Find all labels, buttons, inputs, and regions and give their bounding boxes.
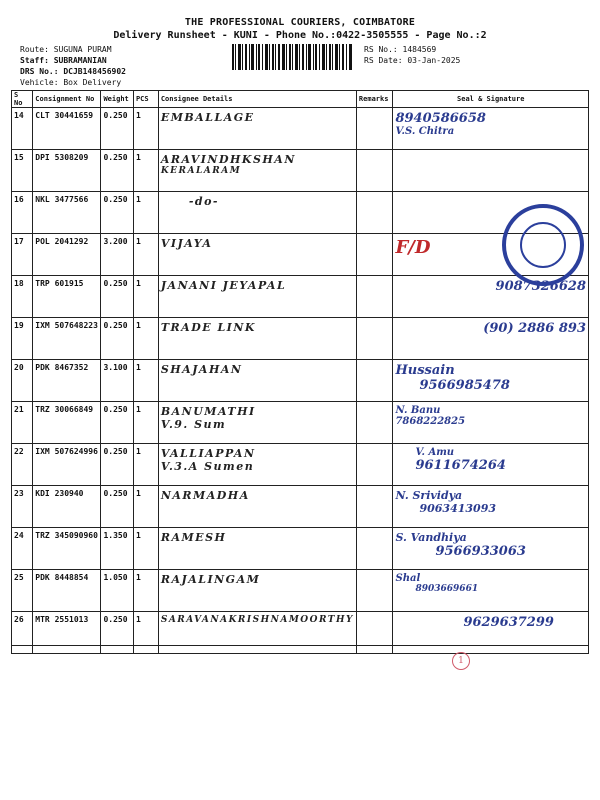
cell-pcs: 1 <box>133 486 158 528</box>
cell-remarks <box>356 192 393 234</box>
col-pcs: PCS <box>133 91 158 108</box>
table-row <box>12 444 589 486</box>
table-row <box>12 318 589 360</box>
cell-consignment: PDK 8448854 <box>33 570 101 612</box>
cell-remarks <box>356 234 393 276</box>
cell-consignment: KDI 230940 <box>33 486 101 528</box>
cell-remarks <box>356 612 393 654</box>
cell-consignee: RAJALINGAM <box>158 570 356 612</box>
table-row <box>12 612 589 654</box>
drs-text: DRS No.: DCJB148456902 <box>20 67 126 76</box>
courier-stamp-inner-ring <box>520 222 566 268</box>
consignee-line-2: KERALARAM <box>160 166 242 176</box>
signature-line-2: 8903669661 <box>415 584 479 594</box>
signature-line-2: 7868222825 <box>395 416 466 427</box>
cell-consignee <box>158 402 356 444</box>
cell-pcs: 1 <box>133 570 158 612</box>
col-consignment: Consignment No <box>33 91 101 108</box>
cell-pcs: 1 <box>133 444 158 486</box>
cell-sno: 24 <box>12 528 33 570</box>
cell-consignee: TRADE LINK <box>158 318 356 360</box>
cell-sno: 21 <box>12 402 33 444</box>
route-text: Route: SUGUNA PURAM <box>20 45 112 54</box>
runsheet-subtitle: Delivery Runsheet - KUNI - Phone No.:0422-3505555 - Page No.:2 <box>113 30 487 41</box>
signature-line-1: Shal <box>395 573 421 584</box>
cell-remarks <box>356 402 393 444</box>
cell-remarks <box>356 444 393 486</box>
cell-signature <box>393 528 589 570</box>
cell-signature <box>393 402 589 444</box>
rs-date-text: RS Date: 03-Jan-2025 <box>364 56 461 65</box>
cell-weight: 0.250 <box>101 150 133 192</box>
cell-weight: 0.250 <box>101 108 133 150</box>
cell-consignment: TRZ 345090960 <box>33 528 101 570</box>
cell-weight: 0.250 <box>101 318 133 360</box>
cell-remarks <box>356 150 393 192</box>
cell-pcs: 1 <box>133 150 158 192</box>
cell-signature: F/D <box>393 234 589 276</box>
cell-weight: 0.250 <box>101 612 133 654</box>
signature-line-2: 9566933063 <box>435 544 526 559</box>
cell-consignment: IXM 507648223 <box>33 318 101 360</box>
signature-line-2: 9611674264 <box>415 458 506 473</box>
cell-consignee: NARMADHA <box>158 486 356 528</box>
cell-consignment: POL 2041292 <box>33 234 101 276</box>
cell-weight: 3.100 <box>101 360 133 402</box>
cell-weight: 1.050 <box>101 570 133 612</box>
cell-signature: 9087326628 <box>393 276 589 318</box>
cell-weight: 0.250 <box>101 192 133 234</box>
cell-pcs: 1 <box>133 612 158 654</box>
cell-weight: 0.250 <box>101 276 133 318</box>
consignee-line-1: VALLIAPPAN <box>160 447 256 460</box>
consignee-line-2: V.9. Sum <box>160 418 227 431</box>
circled-mark: 1 <box>452 652 470 670</box>
cell-consignee: VIJAYA <box>158 234 356 276</box>
table-row <box>12 528 589 570</box>
table-row <box>12 108 589 150</box>
table-row <box>12 360 589 402</box>
col-sno: S No <box>12 91 33 108</box>
cell-pcs: 1 <box>133 192 158 234</box>
cell-consignment: NKL 3477566 <box>33 192 101 234</box>
cell-remarks <box>356 528 393 570</box>
cell-signature <box>393 444 589 486</box>
cell-consignment: PDK 8467352 <box>33 360 101 402</box>
cell-pcs: 1 <box>133 360 158 402</box>
consignee-line-1: BANUMATHI <box>160 405 256 418</box>
signature-line-2: 9063413093 <box>419 502 497 515</box>
cell-sno: 16 <box>12 192 33 234</box>
table-row <box>12 150 589 192</box>
vehicle-text: Vehicle: Box Delivery <box>20 78 122 87</box>
cell-weight: 0.250 <box>101 444 133 486</box>
cell-consignee: JANANI JEYAPAL <box>158 276 356 318</box>
cell-sno: 26 <box>12 612 33 654</box>
cell-sno: 20 <box>12 360 33 402</box>
rs-no-text: RS No.: 1484569 <box>364 45 437 54</box>
cell-signature <box>393 108 589 150</box>
cell-consignee: SARAVANAKRISHNAMOORTHY <box>158 612 356 654</box>
cell-signature: 9629637299 <box>393 612 589 654</box>
cell-sno: 14 <box>12 108 33 150</box>
cell-weight: 0.250 <box>101 402 133 444</box>
signature-line-2: V.S. Chitra <box>395 126 455 137</box>
cell-sno: 15 <box>12 150 33 192</box>
barcode <box>232 44 352 70</box>
cell-remarks <box>356 318 393 360</box>
table-row <box>12 402 589 444</box>
col-seal-signature: Seal & Signature <box>393 91 589 108</box>
courier-stamp <box>502 204 584 286</box>
cell-sno: 25 <box>12 570 33 612</box>
cell-remarks <box>356 276 393 318</box>
table-row <box>12 192 589 234</box>
cell-sno: 22 <box>12 444 33 486</box>
cell-sno: 18 <box>12 276 33 318</box>
cell-remarks <box>356 360 393 402</box>
cell-consignee <box>158 150 356 192</box>
cell-pcs: 1 <box>133 402 158 444</box>
table-row <box>12 570 589 612</box>
col-consignee: Consignee Details <box>158 91 356 108</box>
meta-left <box>20 44 126 88</box>
cell-consignee <box>158 444 356 486</box>
cell-signature <box>393 570 589 612</box>
company-title: THE PROFESSIONAL COURIERS, COIMBATORE <box>184 17 416 28</box>
signature-line-1: Hussain <box>395 363 455 378</box>
col-weight: Weight <box>101 91 133 108</box>
signature-line-2: 9566985478 <box>419 378 510 393</box>
cell-consignee: SHAJAHAN <box>158 360 356 402</box>
runsheet-table <box>11 90 589 654</box>
cell-consignee: RAMESH <box>158 528 356 570</box>
cell-sno: 17 <box>12 234 33 276</box>
cell-consignment: TRP 601915 <box>33 276 101 318</box>
cell-pcs: 1 <box>133 108 158 150</box>
cell-pcs: 1 <box>133 528 158 570</box>
cell-consignment: MTR 2551013 <box>33 612 101 654</box>
signature-line-1: 8940586658 <box>395 111 486 126</box>
staff-text: Staff: SUBRAMANIAN <box>20 56 107 65</box>
bottom-divider <box>11 645 589 646</box>
cell-pcs: 1 <box>133 318 158 360</box>
cell-sno: 23 <box>12 486 33 528</box>
cell-signature <box>393 360 589 402</box>
cell-signature: (90) 2886 893 <box>393 318 589 360</box>
cell-signature <box>393 486 589 528</box>
consignee-line-2: V.3.A Sumen <box>160 460 255 473</box>
signature-line-1: N. Srividya <box>395 489 463 502</box>
cell-remarks <box>356 108 393 150</box>
meta-right <box>364 44 460 66</box>
cell-pcs: 1 <box>133 276 158 318</box>
cell-consignment: CLT 30441659 <box>33 108 101 150</box>
cell-pcs: 1 <box>133 234 158 276</box>
cell-remarks <box>356 570 393 612</box>
cell-remarks <box>356 486 393 528</box>
consignee-line-1: ARAVINDHKSHAN <box>160 153 296 166</box>
cell-consignment: IXM 507624996 <box>33 444 101 486</box>
cell-weight: 3.200 <box>101 234 133 276</box>
col-remarks: Remarks <box>356 91 393 108</box>
cell-consignment: DPI 5308209 <box>33 150 101 192</box>
cell-consignee: -do- <box>158 192 356 234</box>
table-row <box>12 276 589 318</box>
cell-sno: 19 <box>12 318 33 360</box>
table-row <box>12 486 589 528</box>
cell-weight: 1.350 <box>101 528 133 570</box>
signature-line-1: V. Amu <box>415 447 455 458</box>
table-header-row <box>12 91 589 108</box>
cell-consignee: EMBALLAGE <box>158 108 356 150</box>
cell-weight: 0.250 <box>101 486 133 528</box>
cell-consignment: TRZ 30066849 <box>33 402 101 444</box>
signature-line-1: S. Vandhiya <box>395 531 467 544</box>
cell-signature <box>393 150 589 192</box>
signature-line-1: N. Banu <box>395 405 441 416</box>
